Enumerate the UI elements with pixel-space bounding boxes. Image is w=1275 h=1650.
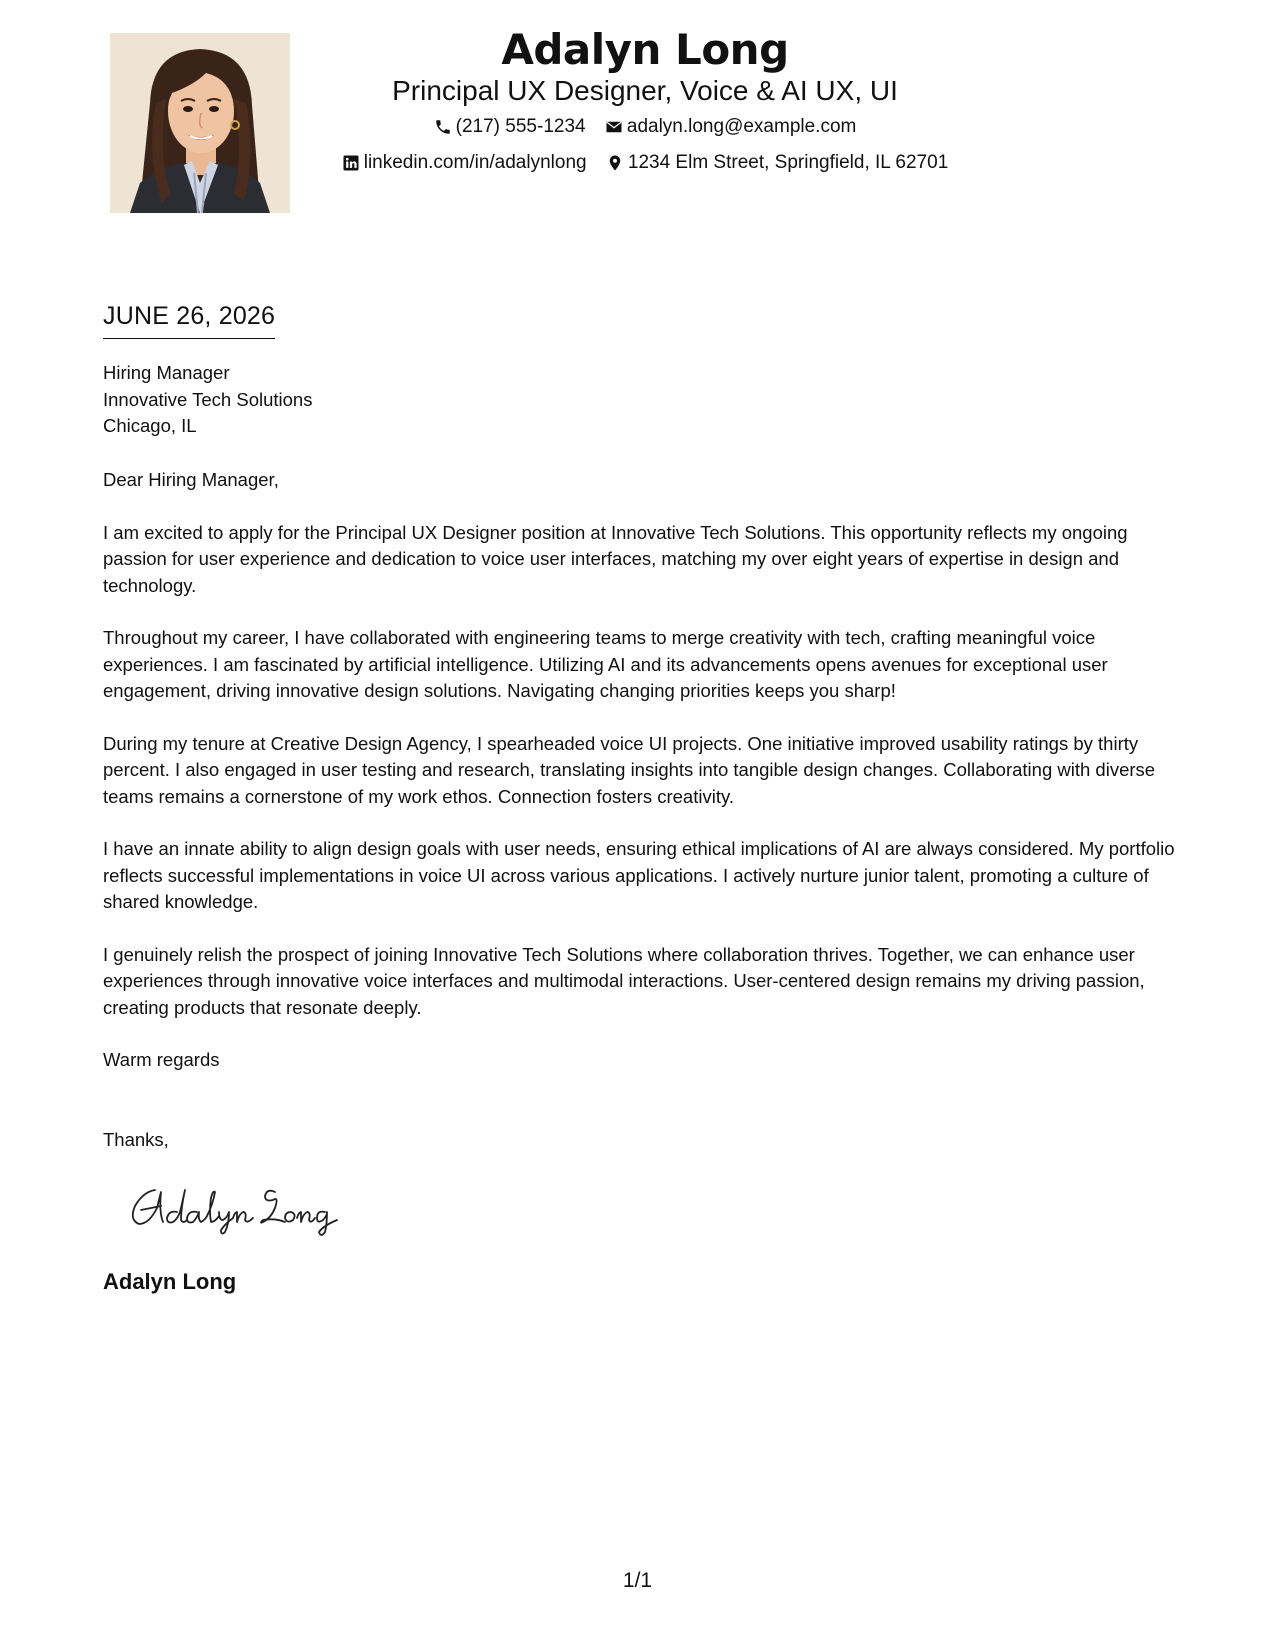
phone-icon: [434, 118, 452, 136]
address-text: 1234 Elm Street, Springfield, IL 62701: [627, 152, 949, 173]
signer-name: Adalyn Long: [103, 1269, 237, 1294]
phone-text: (217) 555-1234: [455, 116, 586, 137]
letter-date: JUNE 26, 2026: [103, 300, 275, 339]
body-paragraph: I have an innate ability to align design goals with user needs, ensuring ethical implications of AI are always considered. My portfolio reflects successful implementations in voice UI across various applications. I actively nurture junior talent, promoting a culture of shared knowledge.: [103, 838, 1175, 912]
profile-photo: [110, 33, 290, 213]
envelope-icon: [605, 118, 623, 136]
contact-email[interactable]: [605, 114, 856, 140]
linkedin-text: linkedin.com/in/adalynlong: [363, 152, 587, 173]
body-paragraph: Throughout my career, I have collaborated with engineering teams to merge creativity with tech, crafting meaningful voice experiences. I am fascinated by artificial intelligence. Utilizing AI and its advancements opens avenues for exceptional user engagement, driving innovative design solutions. Navigating changing priorities keeps you sharp!: [103, 627, 1108, 701]
contact-phone[interactable]: [434, 114, 586, 140]
contact-linkedin[interactable]: [342, 150, 587, 176]
recipient-line: Chicago, IL: [103, 415, 197, 436]
map-marker-icon: [606, 154, 624, 172]
portrait-image: [110, 33, 290, 213]
email-text: adalyn.long@example.com: [626, 116, 857, 137]
contact-row-secondary: [290, 150, 1000, 180]
salutation: Dear Hiring Manager,: [103, 469, 279, 490]
contact-row-primary: [290, 114, 1000, 144]
header: [290, 22, 1000, 180]
signature-image: [125, 1178, 345, 1238]
body-paragraph: I am excited to apply for the Principal UX Designer position at Innovative Tech Solutions. This opportunity reflects my ongoing passion for user experience and dedication to voice user interfaces, matching my over eight years of expertise in design and technology.: [103, 521, 1128, 596]
contact-address: [606, 150, 948, 176]
letter-body: [103, 467, 1178, 1047]
body-paragraph: I genuinely relish the prospect of joining Innovative Tech Solutions where collaboration thrives. Together, we can enhance user experiences through innovative voice interfaces and multimodal interactions. User-centered design remains my driving passion, creating products that resonate deeply.: [103, 943, 1145, 1018]
page-number: 1/1: [622, 1569, 653, 1592]
recipient-line: Innovative Tech Solutions: [103, 388, 313, 410]
recipient-line: Hiring Manager: [103, 362, 230, 383]
recipient-block: [103, 360, 312, 440]
job-title: Principal UX Designer, Voice & AI UX, UI: [392, 75, 898, 106]
linkedin-icon: [342, 154, 360, 172]
closing: Warm regards: [103, 1049, 220, 1070]
signature-drawing: [125, 1178, 345, 1238]
applicant-name: Adalyn Long: [501, 25, 789, 74]
thanks-line: Thanks,: [103, 1129, 169, 1150]
body-paragraph: During my tenure at Creative Design Agency, I spearheaded voice UI projects. One initiative improved usability ratings by thirty percent. I also engaged in user testing and research, translating insights into tangible design changes. Collaborating with diverse teams remains a cornerstone of my work ethos. Connection fosters creativity.: [103, 732, 1156, 807]
